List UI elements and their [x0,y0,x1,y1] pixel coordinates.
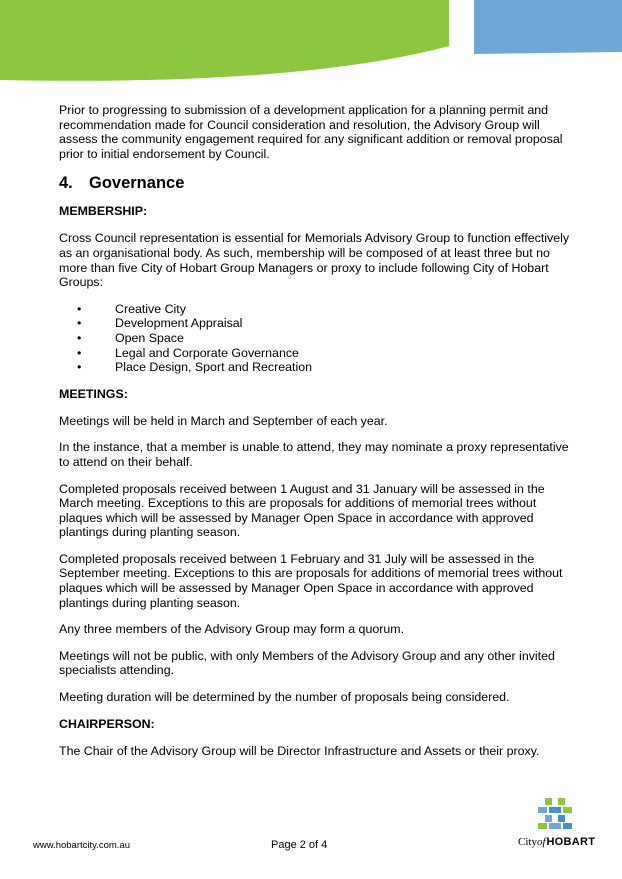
meetings-paragraph: Completed proposals received between 1 August and 31 January will be assessed in the March meeting. Exceptions to this are proposals for additions of memorial trees without plaques which will be assessed by Manager Open Space in accordance with approved plantings during planting season. [59,481,545,540]
section-number: 4. [59,174,73,193]
logo-wordmark [518,836,595,848]
bullet-icon: • [77,345,82,360]
logo-hobart-text: HOBART [546,836,596,848]
list-item-text: Legal and Corporate Governance [115,345,299,360]
list-item [59,346,579,361]
footer-page-number: Page 2 of 4 [271,839,328,851]
logo-of-text: of [536,836,546,848]
list-item [59,331,579,346]
meetings-paragraph: In the instance, that a member is unable to attend, they may nominate a proxy representative to attend on their behalf. [59,440,569,469]
list-item-text: Place Design, Sport and Recreation [115,360,312,375]
meetings-heading: MEETINGS: [59,386,128,401]
section-title: Governance [89,174,185,193]
list-item [59,302,579,317]
list-item-text: Creative City [115,301,186,316]
membership-heading: MEMBERSHIP: [59,204,148,219]
bullet-icon: • [77,330,82,345]
logo-city-text: City [518,836,537,848]
document-body [59,103,579,770]
list-item-text: Open Space [115,330,184,345]
header-green-shape [0,0,449,81]
meetings-paragraph: Meeting duration will be determined by the number of proposals being considered. [59,690,510,705]
bullet-icon: • [77,360,82,375]
meetings-paragraph: Completed proposals received between 1 February and 31 July will be assessed in the September meeting. Exceptions to this are proposals for additions of memorial trees without plaques which will be assessed by Manager Open Space in accordance with approved plantings during planting season. [59,551,563,610]
chairperson-paragraph: The Chair of the Advisory Group will be Director Infrastructure and Assets or their proxy. [59,743,540,758]
bullet-icon: • [77,301,82,316]
footer-website-url: www.hobartcity.com.au [33,840,130,851]
membership-groups-list [59,302,579,375]
meetings-paragraph: Meetings will not be public, with only Members of the Advisory Group and any other invited specialists attending. [59,648,555,678]
intro-paragraph: Prior to progressing to submission of a development application for a planning permit and recommendation made for Council consideration and resolution, the Advisory Group will assess the community engagement required for any significant addition or removal proposal prior to initial endorsement by Council. [59,103,563,161]
hobart-logo-mark-icon [536,796,574,832]
membership-paragraph: Cross Council representation is essential for Memorials Advisory Group to function effectively as an organisational body. As such, membership will be composed of at least three but no more than five City of Hobart Group Managers or proxy to include following City of Hobart Groups: [59,231,570,290]
meetings-paragraph: Meetings will be held in March and September of each year. [59,413,388,428]
chairperson-heading: CHAIRPERSON: [59,716,155,731]
header-blue-shape [474,0,622,54]
header-banner [0,0,622,90]
list-item [59,316,579,331]
list-item-text: Development Appraisal [115,316,243,331]
section-heading [59,173,579,193]
meetings-paragraph: Any three members of the Advisory Group may form a quorum. [59,622,405,637]
city-of-hobart-logo [516,796,594,852]
list-item [59,360,579,375]
bullet-icon: • [77,316,82,331]
